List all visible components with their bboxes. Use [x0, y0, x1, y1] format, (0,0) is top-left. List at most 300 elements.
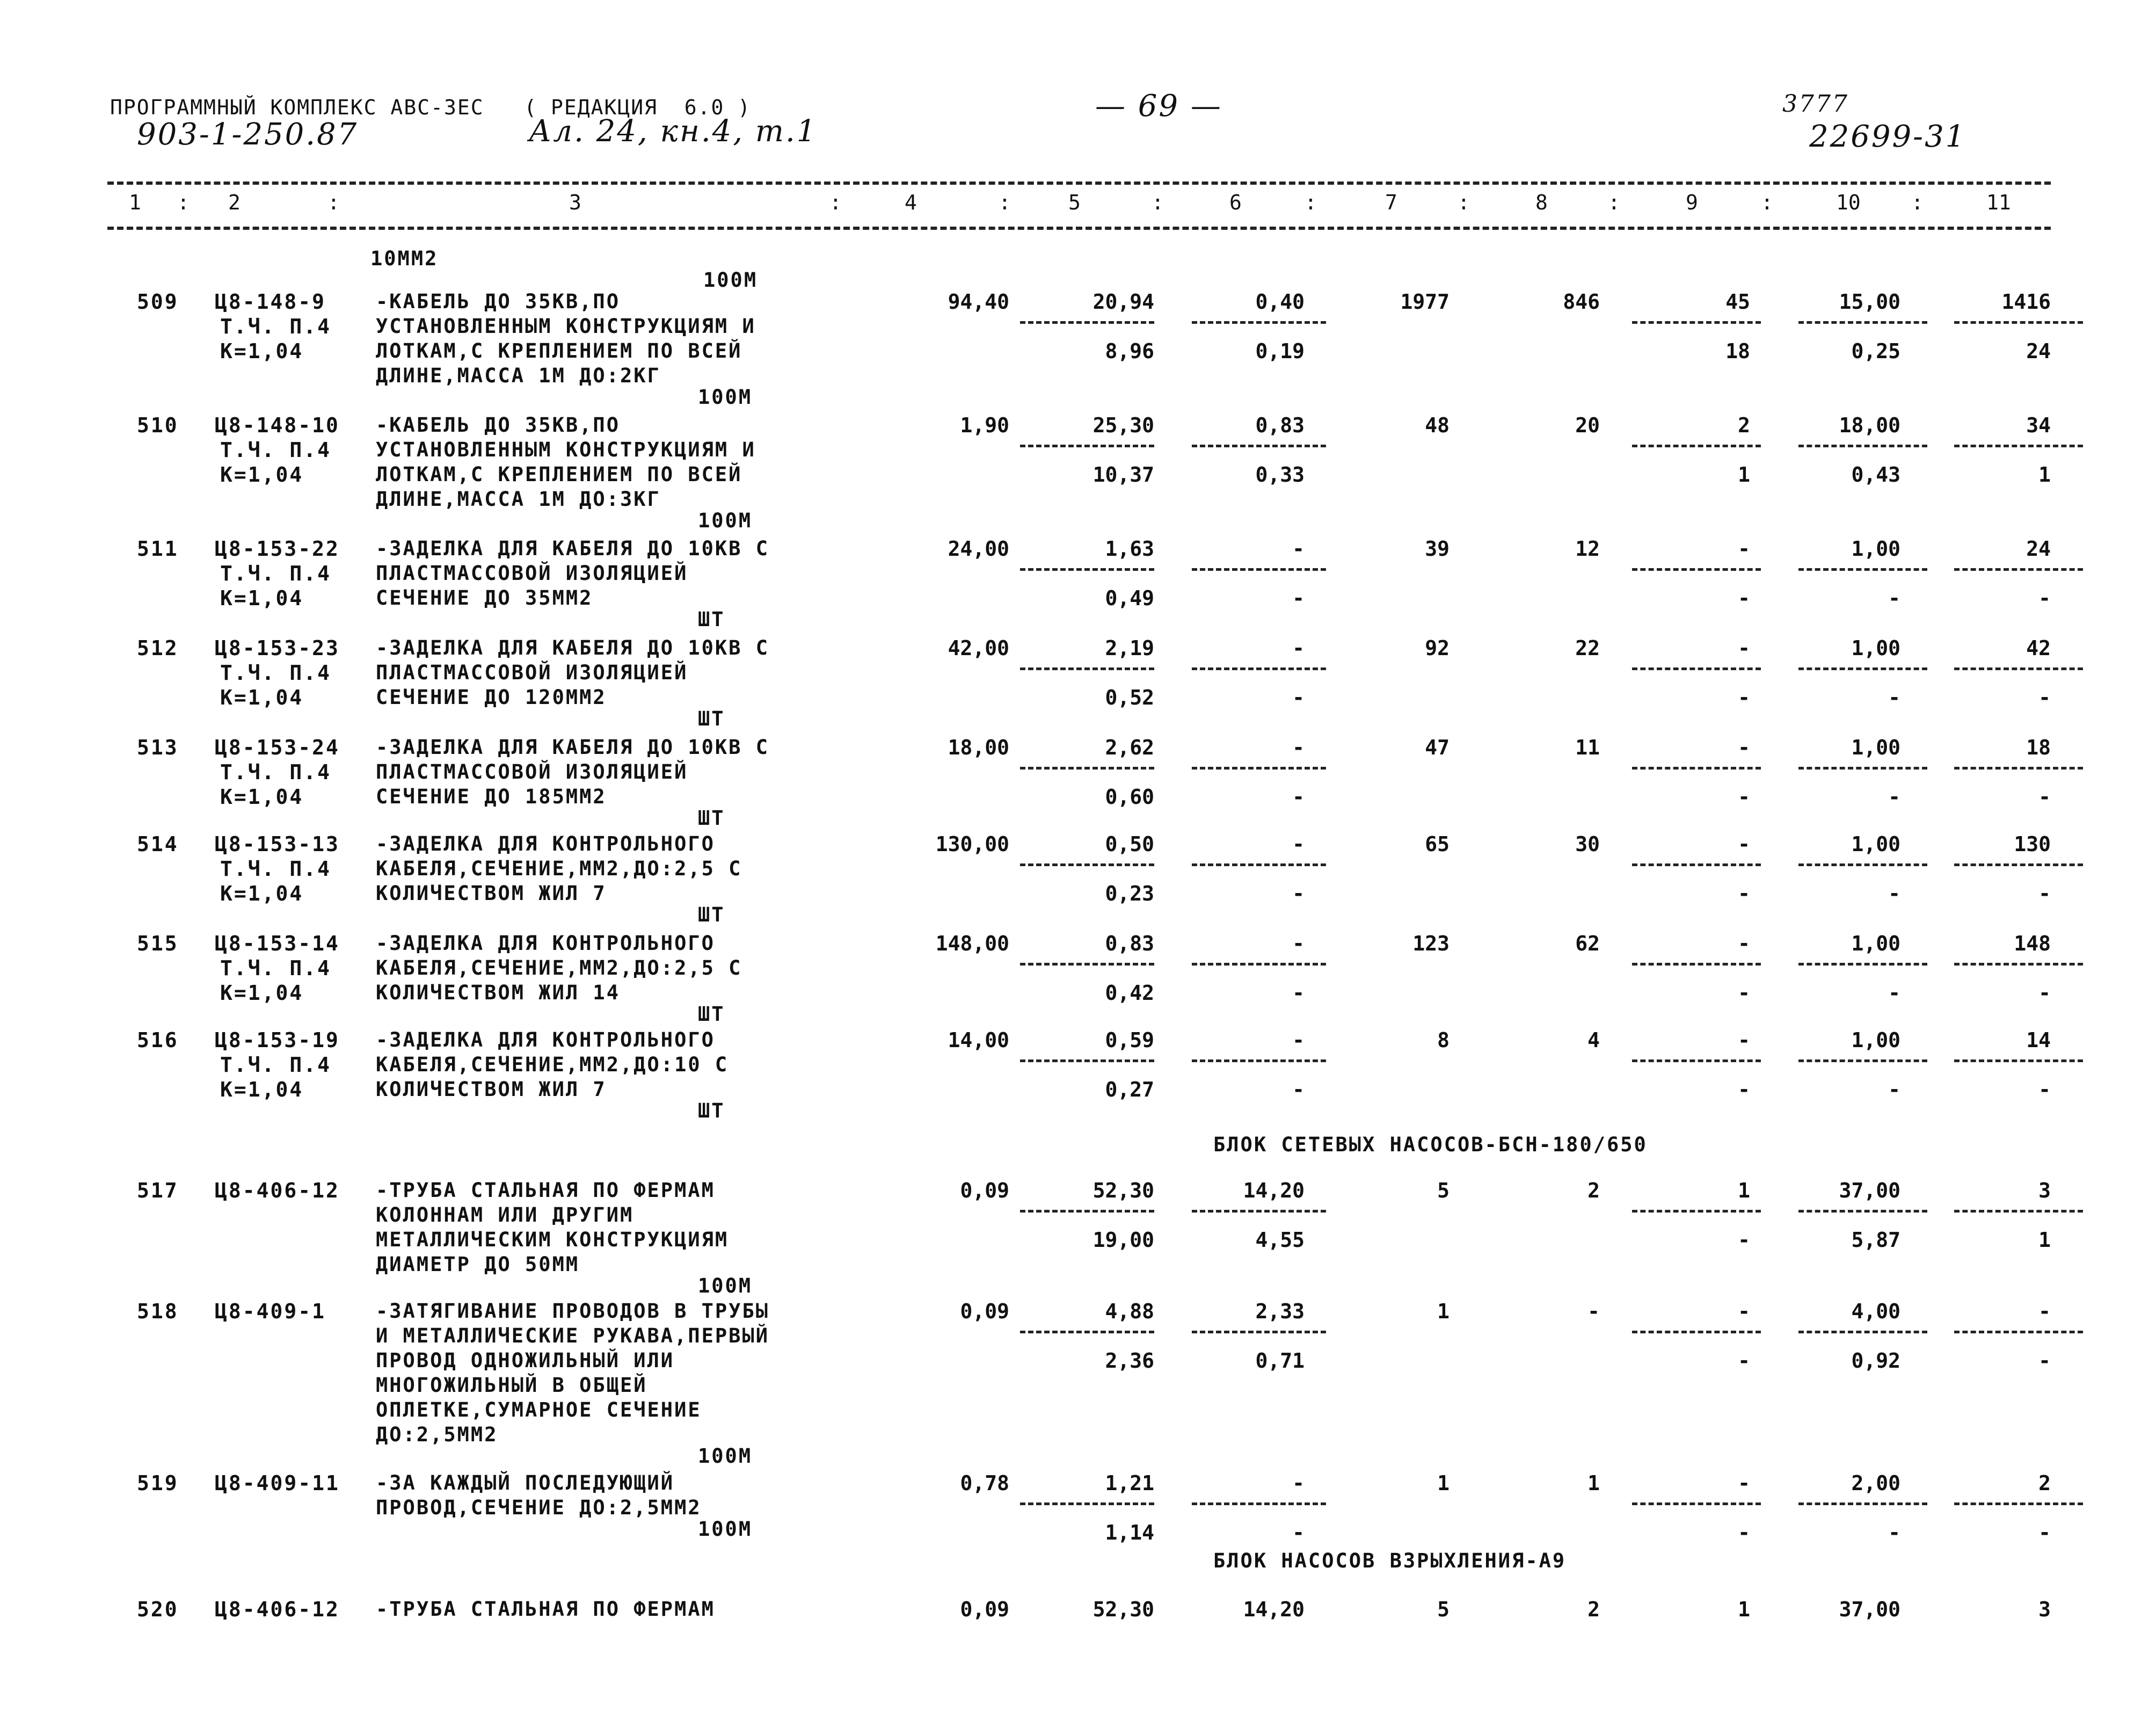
handwritten-album-ref: Ал. 24, кн.4, т.1 — [529, 114, 818, 149]
cell-col11-top: - — [2038, 1300, 2051, 1323]
cell-col5-top: 52,30 — [1092, 1179, 1154, 1202]
page-number: — 69 — — [1095, 89, 1222, 124]
row-description-line: КАБЕЛЯ,СЕЧЕНИЕ,ММ2,ДО:10 С — [376, 1053, 729, 1076]
underline-col6 — [1192, 445, 1326, 447]
cell-col7: 1 — [1437, 1471, 1450, 1495]
cell-col6-top: - — [1292, 832, 1305, 856]
underline-col5 — [1020, 863, 1154, 866]
underline-col6 — [1192, 767, 1326, 770]
underline-col9 — [1632, 445, 1761, 447]
underline-col5 — [1020, 321, 1154, 324]
row-code: Ц8-153-14 — [215, 932, 340, 955]
cell-col11-bottom: 1 — [2038, 463, 2051, 487]
cell-col8: 30 — [1575, 832, 1600, 856]
row-sub1: Т.Ч. П.4 — [220, 956, 332, 980]
cell-col8: 11 — [1575, 736, 1600, 759]
cell-col4: 18,00 — [948, 736, 1009, 759]
col-sep: : — [829, 191, 842, 214]
cell-col8: 20 — [1575, 413, 1600, 437]
cell-col9-top: - — [1738, 932, 1750, 955]
underline-col6 — [1192, 568, 1326, 571]
underline-col6 — [1192, 667, 1326, 670]
row-code: Ц8-406-12 — [215, 1598, 340, 1621]
cell-col6-top: - — [1292, 1471, 1305, 1495]
cell-col9-top: - — [1738, 537, 1750, 561]
cell-col11-bottom: 24 — [2026, 339, 2051, 363]
cell-col11-top: 148 — [2014, 932, 2051, 955]
row-description-line: ПЛАСТМАССОВОЙ ИЗОЛЯЦИЕЙ — [376, 562, 688, 585]
row-code: Ц8-153-19 — [215, 1028, 340, 1052]
col-header-6: 6 — [1229, 191, 1242, 214]
cell-col6-bottom: - — [1292, 1078, 1305, 1101]
underline-col10 — [1798, 1331, 1927, 1333]
cell-col6-bottom: - — [1292, 785, 1305, 809]
cell-col5-top: 0,50 — [1105, 832, 1154, 856]
cell-col6-bottom: - — [1292, 586, 1305, 610]
cell-col10-top: 15,00 — [1839, 290, 1900, 314]
cell-col6-top: - — [1292, 537, 1305, 561]
col-sep: : — [1458, 191, 1470, 214]
cell-col9-top: - — [1738, 832, 1750, 856]
row-description-line: ПРОВОД ОДНОЖИЛЬНЫЙ ИЛИ — [376, 1349, 675, 1372]
handwritten-project-code: 903-1-250.87 — [137, 117, 359, 152]
cell-col6-top: 0,83 — [1255, 413, 1305, 437]
underline-col9 — [1632, 1331, 1761, 1333]
cell-col11-bottom: - — [2038, 785, 2051, 809]
cell-col4: 42,00 — [948, 636, 1009, 660]
row-number: 517 — [137, 1179, 179, 1202]
underline-col10 — [1798, 321, 1927, 324]
row-coefficient: К=1,04 — [220, 463, 304, 487]
underline-col10 — [1798, 568, 1927, 571]
section-loosening-pumps: БЛОК НАСОСОВ ВЗРЫХЛЕНИЯ-А9 — [1213, 1549, 1567, 1572]
cell-col10-top: 1,00 — [1851, 736, 1900, 759]
row-description-line: СЕЧЕНИЕ ДО 35ММ2 — [376, 586, 593, 609]
cell-col8: 2 — [1587, 1598, 1600, 1621]
cell-col5-bottom: 1,14 — [1105, 1521, 1154, 1544]
row-description-line: ДО:2,5ММ2 — [376, 1423, 498, 1446]
cell-col9-top: - — [1738, 1300, 1750, 1323]
cell-col9-bottom: 18 — [1725, 339, 1750, 363]
col-header-4: 4 — [905, 191, 917, 214]
cell-col10-bottom: 0,25 — [1851, 339, 1900, 363]
col-sep: : — [1152, 191, 1164, 214]
cell-col11-bottom: - — [2038, 882, 2051, 905]
underline-col5 — [1020, 667, 1154, 670]
cell-col10-top: 18,00 — [1839, 413, 1900, 437]
cell-col10-top: 2,00 — [1851, 1471, 1900, 1495]
cell-col6-top: - — [1292, 636, 1305, 660]
cell-col8: 22 — [1575, 636, 1600, 660]
row-coefficient: К=1,04 — [220, 586, 304, 610]
cell-col8: 4 — [1587, 1028, 1600, 1052]
cell-col7: 47 — [1425, 736, 1450, 759]
cell-col7: 5 — [1437, 1179, 1450, 1202]
underline-col5 — [1020, 767, 1154, 770]
underline-col9 — [1632, 863, 1761, 866]
underline-col6 — [1192, 863, 1326, 866]
cell-col4: 14,00 — [948, 1028, 1009, 1052]
cell-col5-bottom: 10,37 — [1092, 463, 1154, 487]
col-sep: : — [1761, 191, 1773, 214]
col-sep: : — [177, 191, 190, 214]
program-line: ПРОГРАММНЫЙ КОМПЛЕКС АВС-3ЕС ( РЕДАКЦИЯ 6.0 ) — [110, 96, 752, 119]
underline-col5 — [1020, 963, 1154, 966]
row-description-line: УСТАНОВЛЕННЫМ КОНСТРУКЦИЯМ И — [376, 315, 756, 338]
underline-col10 — [1798, 863, 1927, 866]
underline-col11 — [1954, 445, 2083, 447]
underline-col11 — [1954, 1502, 2083, 1505]
cell-col5-bottom: 0,23 — [1105, 882, 1154, 905]
underline-col6 — [1192, 963, 1326, 966]
underline-col6 — [1192, 1331, 1326, 1333]
cell-col6-bottom: - — [1292, 981, 1305, 1005]
cell-col7: 92 — [1425, 636, 1450, 660]
col-sep: : — [1305, 191, 1317, 214]
row-coefficient: К=1,04 — [220, 1078, 304, 1101]
row-description-line: -КАБЕЛЬ ДО 35КВ,ПО — [376, 413, 620, 437]
cell-col8: - — [1587, 1300, 1600, 1323]
carryover-unit: 100М — [703, 268, 758, 292]
row-coefficient: К=1,04 — [220, 882, 304, 905]
row-code: Ц8-153-24 — [215, 736, 340, 759]
underline-col5 — [1020, 1331, 1154, 1333]
row-number: 512 — [137, 636, 179, 660]
cell-col9-bottom: - — [1738, 981, 1750, 1005]
cell-col5-top: 1,21 — [1105, 1471, 1154, 1495]
cell-col9-top: 2 — [1738, 413, 1750, 437]
cell-col11-bottom: - — [2038, 686, 2051, 709]
row-sub1: Т.Ч. П.4 — [220, 562, 332, 585]
row-description-line: СЕЧЕНИЕ ДО 120ММ2 — [376, 686, 607, 709]
cell-col11-bottom: 1 — [2038, 1228, 2051, 1252]
underline-col11 — [1954, 321, 2083, 324]
underline-col11 — [1954, 963, 2083, 966]
row-description-line: -ЗАДЕЛКА ДЛЯ КАБЕЛЯ ДО 10КВ С — [376, 537, 770, 560]
header-rule-top — [107, 182, 2051, 185]
cell-col5-top: 2,19 — [1105, 636, 1154, 660]
cell-col10-top: 37,00 — [1839, 1179, 1900, 1202]
underline-col10 — [1798, 963, 1927, 966]
row-description-line: ПЛАСТМАССОВОЙ ИЗОЛЯЦИЕЙ — [376, 661, 688, 684]
cell-col6-bottom: - — [1292, 1521, 1305, 1544]
cell-col5-top: 52,30 — [1092, 1598, 1154, 1621]
cell-col9-bottom: - — [1738, 1228, 1750, 1252]
cell-col11-top: 2 — [2038, 1471, 2051, 1495]
underline-col11 — [1954, 1210, 2083, 1213]
cell-col8: 846 — [1563, 290, 1600, 314]
row-number: 515 — [137, 932, 179, 955]
row-unit: ШТ — [698, 903, 725, 926]
underline-col11 — [1954, 863, 2083, 866]
cell-col4: 0,09 — [960, 1300, 1009, 1323]
cell-col4: 148,00 — [935, 932, 1009, 955]
cell-col4: 0,09 — [960, 1179, 1009, 1202]
cell-col9-top: - — [1738, 636, 1750, 660]
cell-col8: 12 — [1575, 537, 1600, 561]
cell-col9-bottom: - — [1738, 1349, 1750, 1373]
cell-col11-top: 3 — [2038, 1598, 2051, 1621]
underline-col11 — [1954, 667, 2083, 670]
row-description-line: -КАБЕЛЬ ДО 35КВ,ПО — [376, 290, 620, 313]
cell-col7: 48 — [1425, 413, 1450, 437]
cell-col11-top: 14 — [2026, 1028, 2051, 1052]
cell-col6-bottom: 4,55 — [1255, 1228, 1305, 1252]
cell-col10-bottom: - — [1888, 1521, 1900, 1544]
row-code: Ц8-148-9 — [215, 290, 326, 314]
col-sep: : — [1608, 191, 1620, 214]
cell-col4: 0,78 — [960, 1471, 1009, 1495]
cell-col10-top: 1,00 — [1851, 932, 1900, 955]
row-code: Ц8-148-10 — [215, 413, 340, 437]
cell-col10-top: 37,00 — [1839, 1598, 1900, 1621]
cell-col9-bottom: - — [1738, 785, 1750, 809]
cell-col5-bottom: 0,27 — [1105, 1078, 1154, 1101]
cell-col5-top: 0,83 — [1105, 932, 1154, 955]
col-header-11: 11 — [1986, 191, 2011, 214]
cell-col5-top: 4,88 — [1105, 1300, 1154, 1323]
row-number: 514 — [137, 832, 179, 856]
cell-col7: 123 — [1412, 932, 1450, 955]
row-unit: ШТ — [698, 1099, 725, 1122]
row-description-line: ДЛИНЕ,МАССА 1М ДО:2КГ — [376, 364, 661, 387]
cell-col10-top: 4,00 — [1851, 1300, 1900, 1323]
col-sep: : — [1911, 191, 1924, 214]
cell-col9-top: 1 — [1738, 1179, 1750, 1202]
row-code: Ц8-406-12 — [215, 1179, 340, 1202]
row-number: 519 — [137, 1471, 179, 1495]
code-small: 3777 — [1782, 90, 1849, 118]
row-description-line: -ЗАДЕЛКА ДЛЯ КОНТРОЛЬНОГО — [376, 932, 715, 955]
section-network-pumps: БЛОК СЕТЕВЫХ НАСОСОВ-БСН-180/650 — [1213, 1133, 1648, 1156]
cell-col10-bottom: - — [1888, 586, 1900, 610]
underline-col6 — [1192, 1502, 1326, 1505]
underline-col10 — [1798, 445, 1927, 447]
row-description-line: -ЗАДЕЛКА ДЛЯ КОНТРОЛЬНОГО — [376, 832, 715, 855]
row-description-line: КОЛИЧЕСТВОМ ЖИЛ 14 — [376, 981, 620, 1004]
col-header-2: 2 — [228, 191, 241, 214]
row-code: Ц8-153-23 — [215, 636, 340, 660]
underline-col5 — [1020, 1502, 1154, 1505]
cell-col11-bottom: - — [2038, 1349, 2051, 1373]
underline-col10 — [1798, 1059, 1927, 1062]
cell-col5-bottom: 0,60 — [1105, 785, 1154, 809]
row-description-line: ОПЛЕТКЕ,СУМАРНОЕ СЕЧЕНИЕ — [376, 1398, 702, 1421]
cell-col5-bottom: 19,00 — [1092, 1228, 1154, 1252]
row-description-line: УСТАНОВЛЕННЫМ КОНСТРУКЦИЯМ И — [376, 438, 756, 461]
row-number: 516 — [137, 1028, 179, 1052]
col-header-9: 9 — [1686, 191, 1698, 214]
row-number: 509 — [137, 290, 179, 314]
underline-col9 — [1632, 1210, 1761, 1213]
cell-col5-top: 1,63 — [1105, 537, 1154, 561]
row-description-line: -ТРУБА СТАЛЬНАЯ ПО ФЕРМАМ — [376, 1179, 715, 1202]
underline-col10 — [1798, 767, 1927, 770]
cell-col5-top: 25,30 — [1092, 413, 1154, 437]
row-description-line: -ЗАТЯГИВАНИЕ ПРОВОДОВ В ТРУБЫ — [376, 1300, 770, 1323]
cell-col9-top: 45 — [1725, 290, 1750, 314]
col-sep: : — [327, 191, 340, 214]
underline-col11 — [1954, 568, 2083, 571]
underline-col5 — [1020, 568, 1154, 571]
row-sub1: Т.Ч. П.4 — [220, 661, 332, 685]
underline-col6 — [1192, 1210, 1326, 1213]
row-number: 513 — [137, 736, 179, 759]
cell-col7: 39 — [1425, 537, 1450, 561]
underline-col11 — [1954, 1059, 2083, 1062]
cell-col6-bottom: 0,71 — [1255, 1349, 1305, 1373]
underline-col6 — [1192, 1059, 1326, 1062]
row-unit: ШТ — [698, 807, 725, 830]
cell-col11-top: 24 — [2026, 537, 2051, 561]
row-number: 520 — [137, 1598, 179, 1621]
cell-col11-bottom: - — [2038, 1521, 2051, 1544]
row-sub1: Т.Ч. П.4 — [220, 760, 332, 784]
cell-col5-top: 20,94 — [1092, 290, 1154, 314]
underline-col6 — [1192, 321, 1326, 324]
cell-col5-bottom: 8,96 — [1105, 339, 1154, 363]
row-description-line: КАБЕЛЯ,СЕЧЕНИЕ,ММ2,ДО:2,5 С — [376, 857, 742, 880]
cell-col5-bottom: 0,42 — [1105, 981, 1154, 1005]
underline-col11 — [1954, 1331, 2083, 1333]
cell-col5-bottom: 2,36 — [1105, 1349, 1154, 1373]
underline-col10 — [1798, 1502, 1927, 1505]
cell-col4: 0,09 — [960, 1598, 1009, 1621]
cell-col11-top: 3 — [2038, 1179, 2051, 1202]
cell-col6-top: 14,20 — [1243, 1598, 1305, 1621]
cell-col9-bottom: - — [1738, 882, 1750, 905]
cell-col6-top: 14,20 — [1243, 1179, 1305, 1202]
cell-col10-bottom: - — [1888, 1078, 1900, 1101]
cell-col8: 1 — [1587, 1471, 1600, 1495]
row-coefficient: К=1,04 — [220, 981, 304, 1005]
row-sub1: Т.Ч. П.4 — [220, 315, 332, 338]
col-header-10: 10 — [1836, 191, 1861, 214]
cell-col10-bottom: 5,87 — [1851, 1228, 1900, 1252]
underline-col9 — [1632, 667, 1761, 670]
cell-col9-top: 1 — [1738, 1598, 1750, 1621]
row-description-line: -ЗАДЕЛКА ДЛЯ КОНТРОЛЬНОГО — [376, 1028, 715, 1051]
row-description-line: ДИАМЕТР ДО 50ММ — [376, 1253, 580, 1276]
cell-col7: 65 — [1425, 832, 1450, 856]
underline-col5 — [1020, 445, 1154, 447]
row-code: Ц8-409-1 — [215, 1300, 326, 1323]
cell-col5-top: 2,62 — [1105, 736, 1154, 759]
row-coefficient: К=1,04 — [220, 686, 304, 709]
cell-col6-top: 2,33 — [1255, 1300, 1305, 1323]
row-description-line: ПЛАСТМАССОВОЙ ИЗОЛЯЦИЕЙ — [376, 760, 688, 783]
cell-col9-top: - — [1738, 1028, 1750, 1052]
cell-col11-top: 18 — [2026, 736, 2051, 759]
row-unit: ШТ — [698, 707, 725, 730]
row-description-line: МЕТАЛЛИЧЕСКИМ КОНСТРУКЦИЯМ — [376, 1228, 729, 1251]
row-description-line: КОЛОННАМ ИЛИ ДРУГИМ — [376, 1203, 634, 1226]
cell-col5-top: 0,59 — [1105, 1028, 1154, 1052]
row-description-line: ДЛИНЕ,МАССА 1М ДО:3КГ — [376, 488, 661, 511]
row-description-line: ЛОТКАМ,С КРЕПЛЕНИЕМ ПО ВСЕЙ — [376, 339, 742, 362]
row-description-line: -ЗАДЕЛКА ДЛЯ КАБЕЛЯ ДО 10КВ С — [376, 736, 770, 759]
underline-col10 — [1798, 1210, 1927, 1213]
row-description-line: -ЗА КАЖДЫЙ ПОСЛЕДУЮЩИЙ — [376, 1471, 675, 1494]
cell-col9-top: - — [1738, 736, 1750, 759]
cell-col9-top: - — [1738, 1471, 1750, 1495]
cell-col10-bottom: - — [1888, 882, 1900, 905]
row-unit: 100М — [698, 386, 753, 409]
cell-col11-top: 34 — [2026, 413, 2051, 437]
underline-col9 — [1632, 767, 1761, 770]
underline-col9 — [1632, 568, 1761, 571]
row-unit: 100М — [698, 1445, 753, 1468]
cell-col9-bottom: - — [1738, 686, 1750, 709]
row-unit: 100М — [698, 1274, 753, 1297]
col-header-5: 5 — [1068, 191, 1081, 214]
handwritten-doc-number: 22699-31 — [1809, 119, 1966, 154]
cell-col6-top: 0,40 — [1255, 290, 1305, 314]
row-unit: 100М — [698, 509, 753, 532]
cell-col10-top: 1,00 — [1851, 1028, 1900, 1052]
row-unit: ШТ — [698, 1003, 725, 1026]
row-coefficient: К=1,04 — [220, 785, 304, 809]
cell-col11-bottom: - — [2038, 1078, 2051, 1101]
cell-col4: 130,00 — [935, 832, 1009, 856]
cell-col6-bottom: - — [1292, 882, 1305, 905]
row-description-line: КОЛИЧЕСТВОМ ЖИЛ 7 — [376, 1078, 607, 1101]
row-number: 510 — [137, 413, 179, 437]
cell-col10-top: 1,00 — [1851, 832, 1900, 856]
row-unit: ШТ — [698, 608, 725, 631]
carryover-text: 10ММ2 — [370, 247, 439, 270]
cell-col10-bottom: 0,92 — [1851, 1349, 1900, 1373]
row-code: Ц8-153-13 — [215, 832, 340, 856]
cell-col10-bottom: 0,43 — [1851, 463, 1900, 487]
row-unit: 100М — [698, 1518, 753, 1541]
cell-col10-bottom: - — [1888, 785, 1900, 809]
cell-col6-top: - — [1292, 932, 1305, 955]
cell-col10-top: 1,00 — [1851, 636, 1900, 660]
row-description-line: И МЕТАЛЛИЧЕСКИЕ РУКАВА,ПЕРВЫЙ — [376, 1324, 770, 1347]
cell-col9-bottom: 1 — [1738, 463, 1750, 487]
header-rule-bottom — [107, 227, 2051, 230]
row-sub1: Т.Ч. П.4 — [220, 857, 332, 881]
row-description-line: СЕЧЕНИЕ ДО 185ММ2 — [376, 785, 607, 808]
underline-col9 — [1632, 963, 1761, 966]
col-header-3: 3 — [569, 191, 581, 214]
row-number: 518 — [137, 1300, 179, 1323]
cell-col6-bottom: 0,33 — [1255, 463, 1305, 487]
underline-col5 — [1020, 1210, 1154, 1213]
cell-col6-bottom: 0,19 — [1255, 339, 1305, 363]
row-coefficient: К=1,04 — [220, 339, 304, 363]
cell-col11-top: 130 — [2014, 832, 2051, 856]
cell-col6-top: - — [1292, 736, 1305, 759]
cell-col8: 62 — [1575, 932, 1600, 955]
row-code: Ц8-409-11 — [215, 1471, 340, 1495]
row-description-line: -ЗАДЕЛКА ДЛЯ КАБЕЛЯ ДО 10КВ С — [376, 636, 770, 659]
col-header-1: 1 — [129, 191, 141, 214]
cell-col6-bottom: - — [1292, 686, 1305, 709]
cell-col7: 1977 — [1400, 290, 1450, 314]
col-header-8: 8 — [1535, 191, 1548, 214]
cell-col10-top: 1,00 — [1851, 537, 1900, 561]
cell-col11-top: 42 — [2026, 636, 2051, 660]
cell-col7: 5 — [1437, 1598, 1450, 1621]
row-description-line: МНОГОЖИЛЬНЫЙ В ОБЩЕЙ — [376, 1374, 647, 1397]
cell-col11-bottom: - — [2038, 586, 2051, 610]
cell-col11-bottom: - — [2038, 981, 2051, 1005]
cell-col4: 1,90 — [960, 413, 1009, 437]
cell-col9-bottom: - — [1738, 1078, 1750, 1101]
underline-col10 — [1798, 667, 1927, 670]
